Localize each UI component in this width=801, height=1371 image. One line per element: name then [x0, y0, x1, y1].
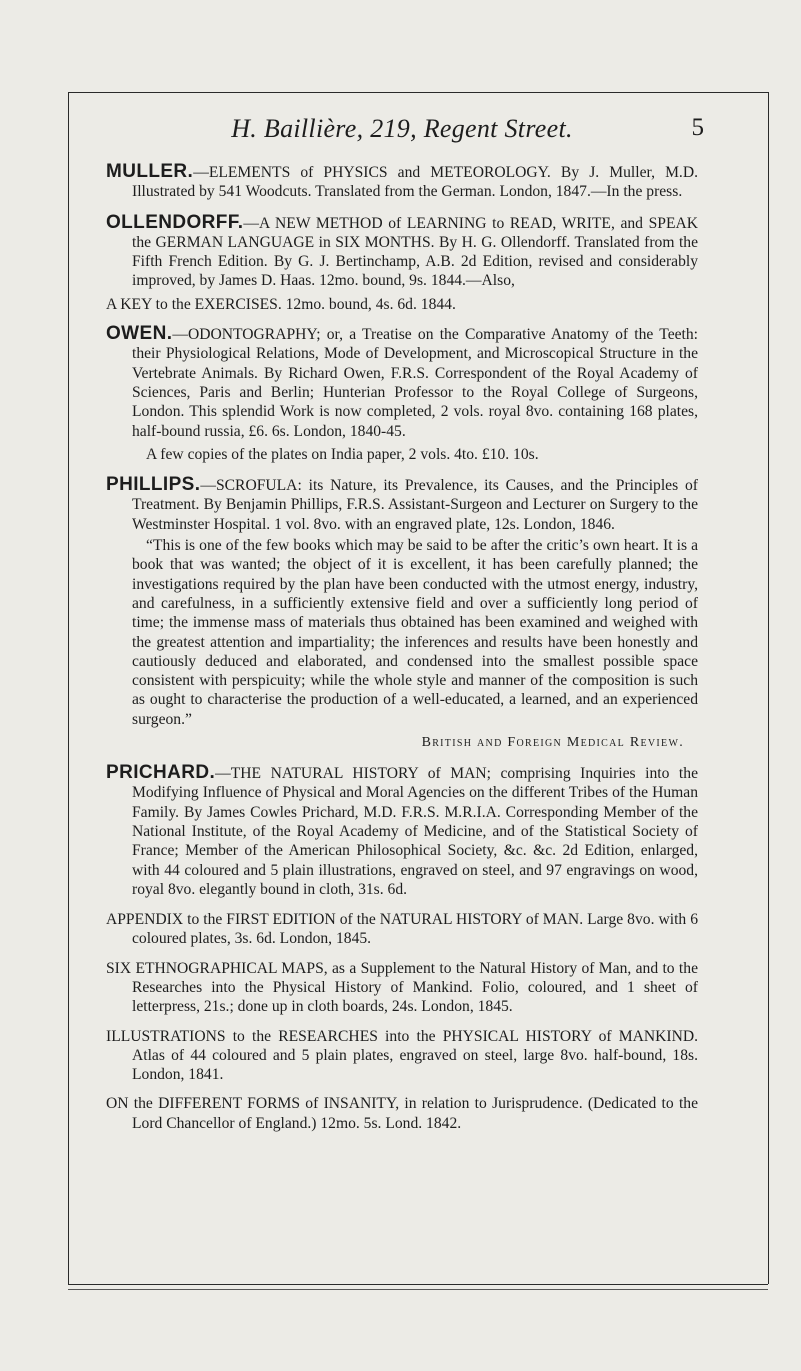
running-head: [106, 110, 704, 150]
entry-text: —SCROFULA: its Nature, its Prevalence, its Causes, and the Principles of Treatment. By Benjamin Phillips, F.R.S. Assistant-Surgeon and Lecturer on Surgery to the Westminster Hospital. 1 vol. 8vo. with an engraved plate, 12s. London, 1846.: [132, 477, 698, 533]
catalogue-entry-ollendorff: [106, 213, 698, 291]
page-border-bottom: [68, 1284, 768, 1285]
catalogue-subentry-insanity: ON the DIFFERENT FORMS of INSANITY, in relation to Jurisprudence. (Dedicated to the Lord Chancellor of England.) 12mo. 5s. Lond. 1842.: [106, 1095, 698, 1132]
catalogue-subentry-key: A KEY to the EXERCISES. 12mo. bound, 4s. 6d. 1844.: [106, 295, 456, 313]
catalogue-subentry-maps: SIX ETHNOGRAPHICAL MAPS, as a Supplement to the Natural History of Man, and to the Researches into the Physical History of Mankind. Folio, coloured, and 1 sheet of letterpress, 21s.; done up in cloth boards, 24s. London, 1845.: [106, 959, 698, 1016]
entry-text: —ODONTOGRAPHY; or, a Treatise on the Comparative Anatomy of the Teeth: their Physiological Relations, Mode of Development, and Microscopical Structure in the Vertebrate Animals. By Richard Owen, F.R.S. Correspondent of the Royal Academy of Sciences, Paris and Berlin; Hunterian Professor to the Royal College of Surgeons, London. This splendid Work is now completed, 2 vols. royal 8vo. containing 168 plates, half-bound russia, £6. 6s. London, 1840-45.: [132, 326, 698, 440]
page-border-top: [68, 92, 768, 93]
catalogue-subentry-illustrations: ILLUSTRATIONS to the RESEARCHES into the PHYSICAL HISTORY of MANKIND. Atlas of 44 coloured and 5 plain plates, engraved on steel, large 8vo. half-bound, 18s. London, 1841.: [106, 1027, 698, 1084]
catalogue-entry-owen: [106, 324, 698, 441]
entry-author: OWEN.: [106, 323, 173, 345]
page-border-left: [68, 92, 69, 1284]
catalogue-entry-prichard: [106, 763, 698, 899]
catalogue-subentry-india-paper: A few copies of the plates on India paper, 2 vols. 4to. £10. 10s.: [146, 445, 539, 463]
entry-text: —A NEW METHOD of LEARNING to READ, WRITE, and SPEAK the GERMAN LANGUAGE in SIX MONTHS. By H. G. Ollendorff. Translated from the Fifth French Edition. By G. J. Bertinchamp, A.B. 2d Edition, revised and considerably improved, by James D. Haas. 12mo. bound, 9s. 1844.—Also,: [132, 214, 698, 290]
entry-author: MULLER.: [106, 161, 194, 182]
entry-text: —THE NATURAL HISTORY of MAN; comprising Inquiries into the Modifying Influence of Physical and Moral Agencies on the different Tribes of the Human Family. By James Cowles Prichard, M.D. F.R.S. M.R.I.A. Corresponding Member of the National Institute, of the Royal Academy of Medicine, and of the Statistical Society of France; Member of the American Philosophical Society, &c. &c. 2d Edition, enlarged, with 44 coloured and 5 plain illustrations, engraved on steel, and 97 engravings on wood, royal 8vo. elegantly bound in cloth, 31s. 6d.: [132, 765, 698, 898]
page-border-bottom-inner: [68, 1289, 768, 1290]
catalogue-subentry-appendix: APPENDIX to the FIRST EDITION of the NATURAL HISTORY of MAN. Large 8vo. with 6 coloured plates, 3s. 6d. London, 1845.: [106, 911, 698, 948]
review-source: British and Foreign Medical Review.: [421, 735, 684, 751]
page-border-right: [768, 92, 769, 1284]
entry-author: PRICHARD.: [106, 762, 216, 784]
running-head-title: H. Baillière, 219, Regent Street.: [231, 114, 573, 143]
entry-author: OLLENDORFF.: [106, 211, 244, 233]
entry-text: —ELEMENTS of PHYSICS and METEOROLOGY. By J. Muller, M.D. Illustrated by 541 Woodcuts. Translated from the German. London, 1847.—In the press.: [132, 164, 698, 201]
entry-author: PHILLIPS.: [106, 474, 201, 496]
page-number: 5: [691, 114, 704, 141]
catalogue-entry-muller: [106, 162, 698, 202]
review-quote: “This is one of the few books which may be said to be after the critic’s own heart. It is a book that was wanted; the object of it is excellent, it has been carefully planned; the investigations required by the plan have been conducted with the utmost energy, industry, and carefulness, in a sufficiently extensive field and over a sufficiently long period of time; the immense mass of materials thus obtained has been examined and weighed with the greatest attention and impartiality; the inferences and results have been honestly and cautiously deduced and elaborated, and condensed into the smallest possible space consistent with perspicuity; while the whole style and manner of the composition is such as ought to characterise the production of a well-educated, a learned, and an experienced surgeon.”: [132, 537, 698, 728]
catalogue-entry-phillips: [106, 475, 698, 534]
catalogue-page: [106, 110, 704, 1143]
